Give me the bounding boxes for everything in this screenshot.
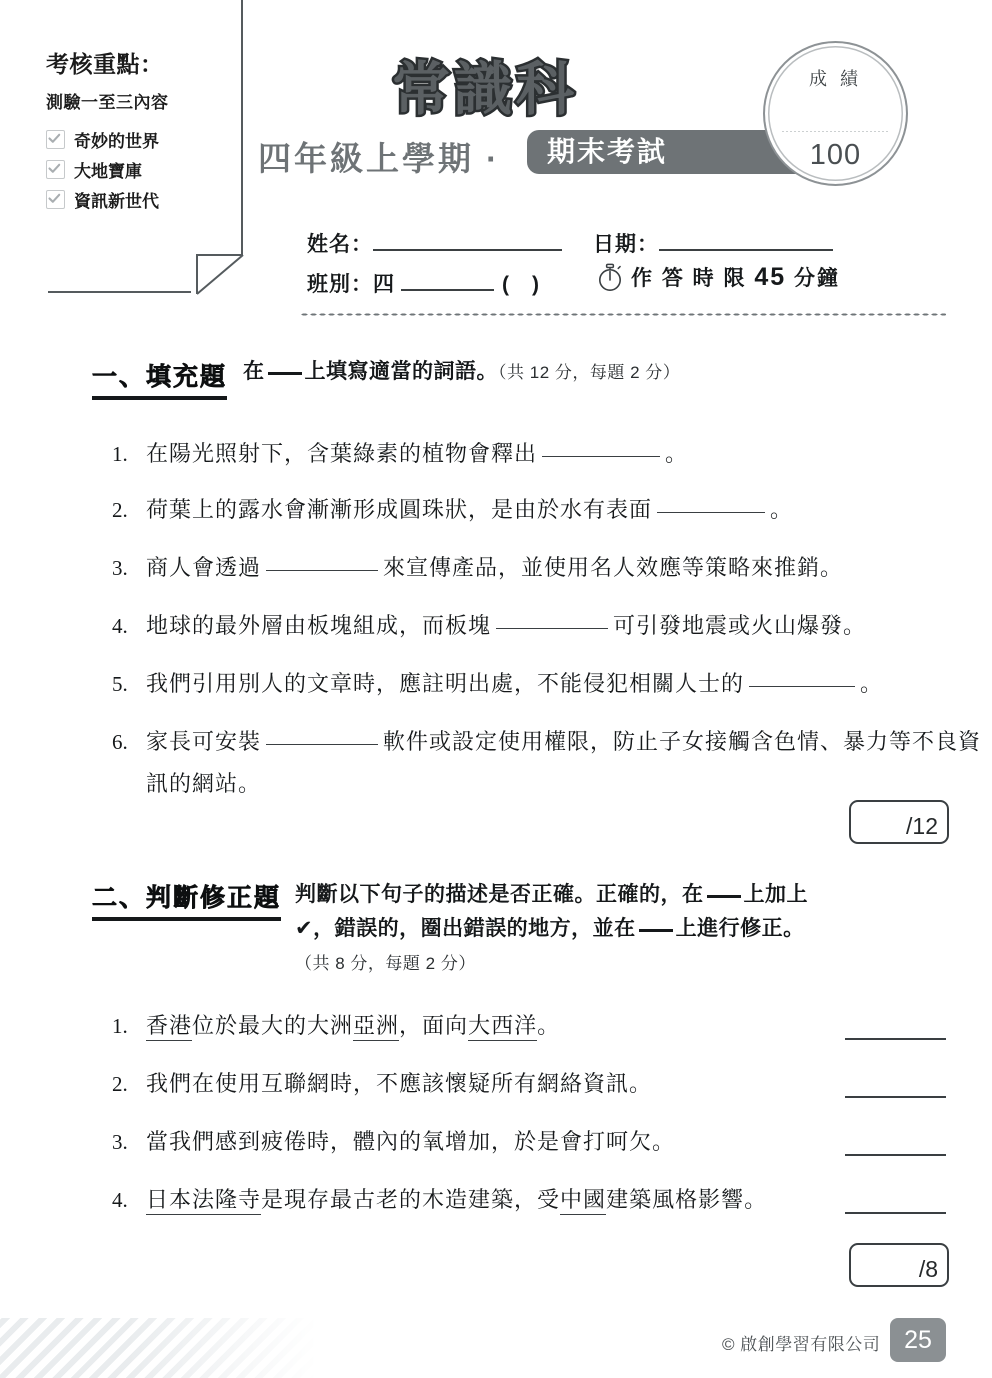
section-2-instruction-line2b: 上進行修正。 [675, 917, 805, 940]
class-number-paren-close: ) [532, 273, 540, 296]
question-number: 5. [112, 672, 128, 696]
score-divider [781, 131, 890, 132]
answer-blank[interactable] [657, 512, 765, 513]
question-item [112, 433, 972, 475]
name-input[interactable] [373, 227, 562, 251]
date-input[interactable] [659, 227, 833, 251]
question-item [112, 663, 992, 705]
question-item [112, 1063, 652, 1105]
answer-line[interactable] [845, 1038, 946, 1040]
question-text: 在陽光照射下，含葉綠素的植物會釋出 。 [146, 441, 689, 466]
name-label: 姓名： [307, 233, 373, 256]
section-2-instruction-line1a: 判斷以下句子的描述是否正確。正確的，在 [295, 883, 704, 906]
question-item [112, 547, 972, 589]
section-2-header [92, 878, 905, 981]
inline-blank [639, 929, 673, 932]
section-2-instruction-line1b: 上加上 [743, 883, 809, 906]
decorative-stripes [0, 1318, 318, 1378]
section-2-instruction-line2a: ✔，錯誤的，圈出錯誤的地方，並在 [295, 917, 636, 940]
memo-item-label: 資訊新世代 [74, 191, 159, 211]
class-prefix: 四 [373, 273, 395, 296]
memo-item-label: 大地寶庫 [74, 161, 142, 181]
answer-blank[interactable] [266, 744, 378, 745]
time-limit-text [631, 262, 840, 292]
question-item [112, 1121, 675, 1163]
section-1-header [92, 357, 680, 400]
question-number: 1. [112, 442, 128, 466]
section-1-mark-total: /12 [906, 813, 938, 839]
question-text: 荷葉上的露水會漸漸形成圓珠狀，是由於水有表面 。 [146, 497, 794, 522]
section-1-instruction-after: 上填寫適當的詞語。 [304, 360, 499, 383]
question-item [112, 605, 972, 647]
section-2-mark-box[interactable] [849, 1243, 949, 1287]
section-1-mark-box[interactable] [849, 800, 949, 844]
score-stamp [763, 41, 908, 186]
time-limit-minutes: 45 [754, 263, 787, 291]
section-1-instruction [243, 357, 680, 388]
time-limit-suffix: 分鐘 [786, 267, 840, 290]
section-2-instruction [295, 878, 905, 981]
section-1-marks-note: （共 12 分，每題 2 分） [498, 363, 681, 382]
date-field-row [593, 227, 833, 258]
question-item [112, 1005, 560, 1047]
question-number: 2. [112, 1072, 128, 1096]
question-number: 2. [112, 498, 128, 522]
grade-term-label: 四年級上學期 · [258, 140, 501, 177]
section-1-title: 一、填充題 [92, 357, 227, 400]
class-number-paren-open: ( [502, 273, 510, 296]
question-number: 6. [112, 730, 128, 754]
question-text: 當我們感到疲倦時，體內的氧增加，於是會打呵欠。 [146, 1129, 676, 1154]
question-text: 我們引用別人的文章時，應註明出處，不能侵犯相關人士的 。 [146, 671, 884, 696]
question-text: 香港位於最大的大洲亞洲，面向大西洋。 [146, 1005, 560, 1047]
time-limit-row [597, 262, 840, 292]
class-input[interactable] [401, 267, 494, 291]
answer-blank[interactable] [749, 686, 855, 687]
score-label: 成 績 [808, 69, 862, 89]
inline-blank [707, 895, 741, 898]
section-2-marks-note: （共 8 分，每題 2 分） [295, 954, 476, 973]
inline-blank [268, 372, 302, 375]
memo-subtitle: 測驗一至三內容 [46, 93, 169, 112]
section-2-mark-total: /8 [918, 1256, 938, 1282]
question-text: 商人會透過 來宣傳產品，並使用名人效應等策略來推銷。 [146, 555, 844, 580]
question-text: 地球的最外層由板塊組成，而板塊 可引發地震或火山爆發。 [146, 613, 867, 638]
answer-line[interactable] [845, 1096, 946, 1098]
answer-blank[interactable] [542, 456, 660, 457]
date-label: 日期： [593, 233, 659, 256]
question-item [112, 1179, 767, 1221]
question-number: 3. [112, 1130, 128, 1154]
header-divider [300, 313, 946, 316]
answer-line[interactable] [845, 1154, 946, 1156]
question-item [112, 489, 972, 531]
answer-blank[interactable] [496, 628, 608, 629]
subject-title: 常識科 [392, 57, 579, 122]
question-text: 我們在使用互聯網時，不應該懷疑所有網絡資訊。 [146, 1071, 653, 1096]
name-field-row [307, 227, 562, 258]
answer-blank[interactable] [266, 570, 378, 571]
exam-type-badge: 期末考試 [527, 130, 819, 174]
page-number-badge: 25 [890, 1318, 946, 1362]
question-number: 1. [112, 1014, 128, 1038]
question-number: 4. [112, 1188, 128, 1212]
class-field-row [307, 267, 540, 298]
stopwatch-icon [597, 262, 623, 292]
score-total: 100 [809, 139, 862, 171]
copyright-notice: © 啟創學習有限公司 [722, 1335, 881, 1354]
class-number-input[interactable] [510, 269, 532, 291]
question-number: 4. [112, 614, 128, 638]
section-2-title: 二、判斷修正題 [92, 878, 281, 921]
answer-line[interactable] [845, 1212, 946, 1214]
time-limit-prefix: 作 答 時 限 [631, 267, 755, 290]
question-item [112, 721, 992, 805]
question-number: 3. [112, 556, 128, 580]
question-text: 家長可安裝 軟件或設定使用權限，防止子女接觸含色情、暴力等不良資訊的網站。 [146, 729, 982, 796]
section-1-instruction-before: 在 [243, 360, 265, 383]
memo-title: 考核重點： [46, 51, 164, 77]
class-label: 班別： [307, 273, 373, 296]
memo-item-label: 奇妙的世界 [74, 131, 159, 151]
question-text: 日本法隆寺是現存最古老的木造建築，受中國建築風格影響。 [146, 1179, 767, 1221]
